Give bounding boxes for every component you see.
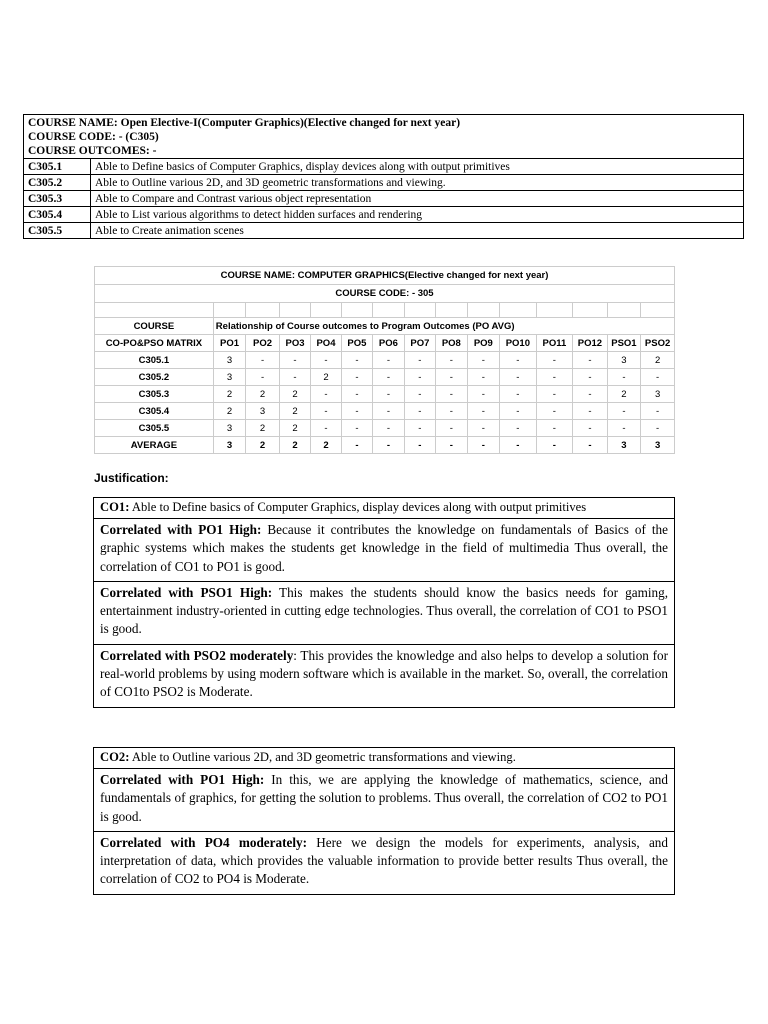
outcome-row: [24, 159, 744, 175]
outcome-code: C305.1: [24, 159, 91, 175]
blank-cell: [641, 303, 675, 318]
column-header: PO1: [213, 335, 245, 352]
matrix-cell: 3: [641, 437, 675, 454]
matrix-row-label: AVERAGE: [95, 437, 214, 454]
matrix-cell: 3: [213, 369, 245, 386]
matrix-cell: -: [573, 403, 608, 420]
co2-text: Able to Outline various 2D, and 3D geometric transformations and viewing.: [129, 750, 516, 764]
matrix-cell: -: [341, 403, 372, 420]
matrix-row: [95, 369, 675, 386]
matrix-cell: 2: [213, 386, 245, 403]
outcome-text: Able to List various algorithms to detect hidden surfaces and rendering: [91, 207, 744, 223]
blank-cell: [373, 303, 404, 318]
matrix-cell: -: [536, 386, 573, 403]
blank-cell: [500, 303, 537, 318]
correlation-lead: Correlated with PSO2 moderately: [100, 647, 294, 663]
matrix-cell: 3: [607, 437, 641, 454]
matrix-cell: -: [573, 369, 608, 386]
matrix-cell: -: [573, 352, 608, 369]
correlation-lead: Correlated with PO1 High:: [100, 772, 265, 787]
matrix-title: COURSE NAME: COMPUTER GRAPHICS(Elective changed for next year): [95, 267, 675, 285]
matrix-cell: -: [404, 386, 435, 403]
matrix-cell: -: [573, 420, 608, 437]
matrix-cell: -: [341, 420, 372, 437]
correlation-lead: Correlated with PO1 High:: [100, 522, 262, 537]
blank-cell: [213, 303, 245, 318]
matrix-cell: 2: [279, 403, 310, 420]
co2-po1-justification: [94, 768, 674, 831]
co1-pso1-justification: [94, 581, 674, 644]
co-po-matrix-table: [94, 266, 675, 454]
matrix-cell: -: [500, 369, 537, 386]
column-header: PO4: [311, 335, 341, 352]
matrix-cell: -: [536, 420, 573, 437]
matrix-label: CO-PO&PSO MATRIX: [95, 335, 214, 352]
matrix-row: [95, 420, 675, 437]
column-header: PO12: [573, 335, 608, 352]
matrix-cell: -: [373, 352, 404, 369]
column-header-row: [95, 335, 675, 352]
matrix-row: [95, 437, 675, 454]
co1-justification-box: [93, 497, 675, 708]
blank-cell: [341, 303, 372, 318]
co1-pso2-justification: [94, 644, 674, 707]
course-label: COURSE: [95, 318, 214, 335]
matrix-cell: 3: [213, 437, 245, 454]
matrix-cell: -: [404, 403, 435, 420]
column-header: PO3: [279, 335, 310, 352]
matrix-cell: 3: [641, 386, 675, 403]
matrix-cell: -: [436, 386, 467, 403]
matrix-cell: -: [311, 420, 341, 437]
matrix-cell: 3: [246, 403, 280, 420]
correlation-lead: Correlated with PSO1 High:: [100, 584, 273, 600]
matrix-cell: 2: [279, 386, 310, 403]
relationship-heading: Relationship of Course outcomes to Program Outcomes (PO AVG): [213, 318, 674, 335]
matrix-course-code: COURSE CODE: - 305: [95, 285, 675, 303]
matrix-cell: -: [279, 369, 310, 386]
matrix-cell: 3: [607, 352, 641, 369]
matrix-cell: -: [341, 352, 372, 369]
matrix-cell: -: [467, 352, 499, 369]
matrix-cell: -: [607, 420, 641, 437]
matrix-cell: -: [373, 386, 404, 403]
blank-cell: [246, 303, 280, 318]
matrix-cell: 2: [311, 437, 341, 454]
matrix-cell: -: [500, 437, 537, 454]
correlation-text: Here we design the models for experiments, analysis, and interpretation of data, which provides the valuable information to provide better results Thus overall, the correlation of CO2 to PO4 is Moderate.: [100, 834, 668, 887]
matrix-cell: -: [607, 369, 641, 386]
co2-label: CO2:: [100, 750, 130, 764]
outcome-text: Able to Outline various 2D, and 3D geometric transformations and viewing.: [91, 175, 744, 191]
blank-row: [95, 303, 675, 318]
matrix-cell: -: [279, 352, 310, 369]
co1-label: CO1:: [100, 500, 130, 514]
co2-po4-justification: [94, 831, 674, 894]
matrix-row-label: C305.2: [95, 369, 214, 386]
outcome-code: C305.2: [24, 175, 91, 191]
matrix-cell: -: [373, 403, 404, 420]
course-outcomes-heading: COURSE OUTCOMES: -: [24, 144, 744, 159]
matrix-cell: -: [607, 403, 641, 420]
matrix-cell: -: [536, 437, 573, 454]
outcome-text: Able to Compare and Contrast various object representation: [91, 191, 744, 207]
matrix-cell: -: [500, 420, 537, 437]
matrix-row-label: C305.1: [95, 352, 214, 369]
matrix-cell: -: [500, 403, 537, 420]
co2-justification-box: [93, 747, 675, 895]
matrix-cell: -: [436, 352, 467, 369]
matrix-cell: -: [246, 369, 280, 386]
correlation-text: : This provides the knowledge and also helps to develop a solution for real-world problems by using modern software which is available in the market. So, overall, the correlation of CO1to PSO2 is Moderate.: [100, 647, 668, 700]
matrix-cell: 2: [246, 420, 280, 437]
matrix-cell: -: [467, 386, 499, 403]
matrix-cell: -: [311, 403, 341, 420]
column-header: PO10: [500, 335, 537, 352]
outcome-row: [24, 191, 744, 207]
matrix-cell: -: [436, 403, 467, 420]
matrix-cell: -: [573, 386, 608, 403]
matrix-cell: -: [536, 403, 573, 420]
outcome-row: [24, 223, 744, 239]
blank-cell: [467, 303, 499, 318]
matrix-cell: -: [467, 369, 499, 386]
matrix-cell: 2: [311, 369, 341, 386]
matrix-cell: -: [573, 437, 608, 454]
column-header: PO7: [404, 335, 435, 352]
column-header: PO6: [373, 335, 404, 352]
blank-cell: [536, 303, 573, 318]
matrix-cell: -: [436, 437, 467, 454]
matrix-row-label: C305.3: [95, 386, 214, 403]
matrix-cell: -: [341, 386, 372, 403]
justification-heading: Justification:: [94, 471, 169, 485]
matrix-cell: -: [436, 369, 467, 386]
matrix-cell: -: [341, 437, 372, 454]
matrix-row: [95, 386, 675, 403]
column-header: PO2: [246, 335, 280, 352]
matrix-cell: -: [641, 369, 675, 386]
matrix-cell: -: [373, 437, 404, 454]
matrix-row-label: C305.4: [95, 403, 214, 420]
matrix-cell: -: [467, 403, 499, 420]
co1-text: Able to Define basics of Computer Graphics, display devices along with output primitives: [129, 500, 587, 514]
matrix-cell: -: [500, 352, 537, 369]
course-outcomes-table: [23, 114, 744, 239]
blank-cell: [573, 303, 608, 318]
correlation-lead: Correlated with PO4 moderately:: [100, 834, 308, 850]
correlation-text: In this, we are applying the knowledge of mathematics, science, and fundamentals of graphics, for getting the solution to problems. Thus overall, the correlation of CO2 to PO1 is good.: [100, 772, 668, 824]
matrix-cell: 2: [279, 437, 310, 454]
matrix-cell: -: [311, 386, 341, 403]
column-header: PO8: [436, 335, 467, 352]
column-header: PO9: [467, 335, 499, 352]
matrix-cell: -: [373, 420, 404, 437]
matrix-cell: -: [341, 369, 372, 386]
matrix-cell: -: [404, 420, 435, 437]
matrix-row: [95, 352, 675, 369]
matrix-cell: -: [404, 369, 435, 386]
blank-cell: [404, 303, 435, 318]
matrix-cell: -: [500, 386, 537, 403]
matrix-cell: -: [536, 369, 573, 386]
matrix-cell: -: [404, 352, 435, 369]
outcome-code: C305.3: [24, 191, 91, 207]
co2-statement: [94, 748, 674, 768]
matrix-cell: 2: [213, 403, 245, 420]
matrix-cell: 2: [246, 437, 280, 454]
co1-po1-justification: [94, 518, 674, 581]
matrix-cell: 3: [213, 352, 245, 369]
outcome-code: C305.4: [24, 207, 91, 223]
matrix-cell: -: [536, 352, 573, 369]
blank-cell: [279, 303, 310, 318]
outcome-text: Able to Define basics of Computer Graphics, display devices along with output primitives: [91, 159, 744, 175]
column-header: PO5: [341, 335, 372, 352]
course-name: COURSE NAME: Open Elective-I(Computer Graphics)(Elective changed for next year): [24, 115, 744, 131]
matrix-cell: 2: [641, 352, 675, 369]
matrix-body: [95, 352, 675, 454]
co1-statement: [94, 498, 674, 518]
matrix-cell: -: [311, 352, 341, 369]
outcome-code: C305.5: [24, 223, 91, 239]
blank-cell: [436, 303, 467, 318]
matrix-cell: 3: [213, 420, 245, 437]
correlation-text: Because it contributes the knowledge on fundamentals of Basics of the graphic systems which makes the students get knowledge in the field of multimedia Thus overall, the correlation of CO1 to PO1 is good.: [100, 522, 668, 574]
blank-cell: [607, 303, 641, 318]
outcome-text: Able to Create animation scenes: [91, 223, 744, 239]
outcome-row: [24, 175, 744, 191]
matrix-cell: -: [404, 437, 435, 454]
matrix-cell: -: [641, 420, 675, 437]
matrix-cell: -: [436, 420, 467, 437]
blank-cell: [95, 303, 214, 318]
matrix-cell: -: [373, 369, 404, 386]
blank-cell: [311, 303, 341, 318]
correlation-text: This makes the students should know the basics needs for gaming, entertainment industry-oriented in cutting edge technologies. Thus overall, the correlation of CO1 to PSO1 is good.: [100, 584, 668, 637]
column-header: PO11: [536, 335, 573, 352]
column-header: PSO1: [607, 335, 641, 352]
matrix-cell: -: [641, 403, 675, 420]
matrix-row: [95, 403, 675, 420]
matrix-cell: -: [246, 352, 280, 369]
matrix-cell: -: [467, 420, 499, 437]
outcome-row: [24, 207, 744, 223]
course-code: COURSE CODE: - (C305): [24, 130, 744, 144]
matrix-row-label: C305.5: [95, 420, 214, 437]
matrix-cell: 2: [607, 386, 641, 403]
matrix-cell: 2: [279, 420, 310, 437]
matrix-cell: -: [467, 437, 499, 454]
column-header: PSO2: [641, 335, 675, 352]
matrix-cell: 2: [246, 386, 280, 403]
